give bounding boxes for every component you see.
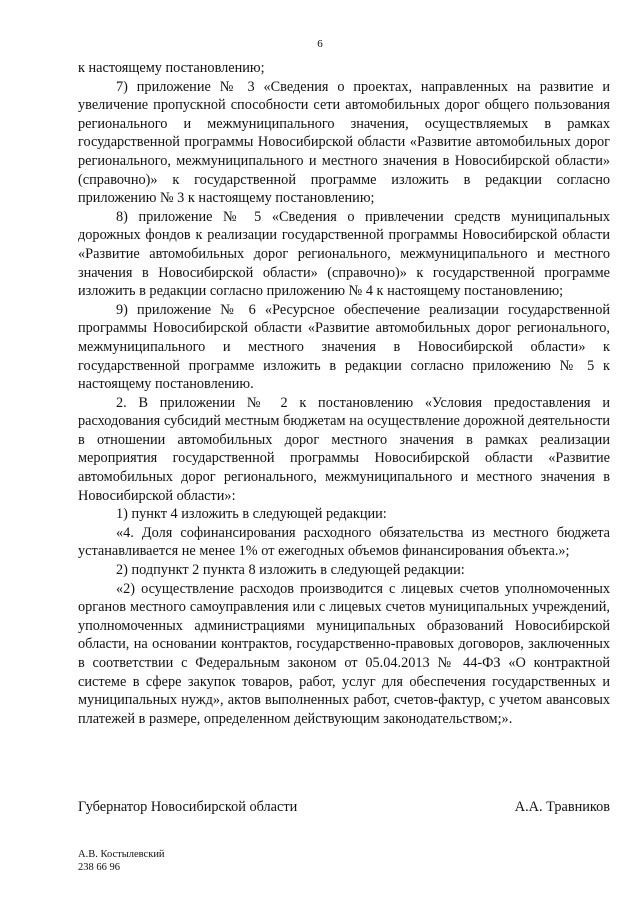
paragraph-item-9: 9) приложение № 6 «Ресурсное обеспечение реализации государственной программы Новосибирской области «Развитие автомобильных дорог регионального, межмуниципального и местного значения в Новосибирской области» к государственной программе изложить в редакции согласно приложению № 5 к настоящему постановлению.: [78, 301, 610, 393]
paragraph-item-7: 7) приложение № 3 «Сведения о проектах, направленных на развитие и увеличение пропускной способности сети автомобильных дорог общего пользования регионального и межмуниципального значения, осуществляемых в рамках государственной программы Новосибирской области «Развитие автомобильных дорог регионального, межмуниципального и местного значения в Новосибирской области» (справочно)» к государственной программе изложить в редакции согласно приложению № 3 к настоящему постановлению;: [78, 78, 610, 207]
signatory-name: А.А. Травников: [514, 799, 610, 815]
paragraph-subitem-2: 2) подпункт 2 пункта 8 изложить в следующей редакции:: [116, 562, 465, 579]
paragraph-continuation: к настоящему постановлению;: [78, 60, 265, 76]
executor-name: А.В. Костылевский: [78, 849, 165, 860]
page-number: 6: [317, 38, 323, 50]
paragraph-quote-subpoint-2: «2) осуществление расходов производится с лицевых счетов уполномоченных органов местного самоуправления или с лицевых счетов муниципальных учреждений, уполномоченных администрациями муниципальных образований Новосибирской области, на основании контрактов, государственно-правовых договоров, заключенных в соответствии с Федеральным законом от 05.04.2013 № 44-ФЗ «О контрактной системе в сфере закупок товаров, работ, услуг для обеспечения государственных и муниципальных нужд», актов выполненных работ, счетов-фактур, с учетом авансовых платежей в размере, определенном действующим законодательством;».: [78, 580, 610, 727]
paragraph-item-8: 8) приложение № 5 «Сведения о привлечении средств муниципальных дорожных фондов к реализации государственной программы Новосибирской области «Развитие автомобильных дорог регионального, межмуниципального и местного значения в Новосибирской области» (справочно)» к государственной программе изложить в редакции согласно приложению № 4 к настоящему постановлению;: [78, 208, 610, 300]
paragraph-quote-point-4: «4. Доля софинансирования расходного обязательства из местного бюджета устанавливается не менее 1% от ежегодных объемов финансирования объекта.»;: [78, 524, 610, 560]
signatory-title: Губернатор Новосибирской области: [78, 799, 298, 815]
paragraph-subitem-1: 1) пункт 4 изложить в следующей редакции:: [116, 506, 387, 523]
document-body: [78, 59, 610, 728]
executor-phone: 238 66 96: [78, 862, 120, 873]
executor-footer: [78, 848, 165, 874]
paragraph-section-2: 2. В приложении № 2 к постановлению «Условия предоставления и расходования субсидий местным бюджетам на осуществление дорожной деятельности в отношении автомобильных дорог местного значения в рамках реализации мероприятия государственной программы Новосибирской области «Развитие автомобильных дорог регионального, межмуниципального и местного значения в Новосибирской области»:: [78, 394, 610, 504]
